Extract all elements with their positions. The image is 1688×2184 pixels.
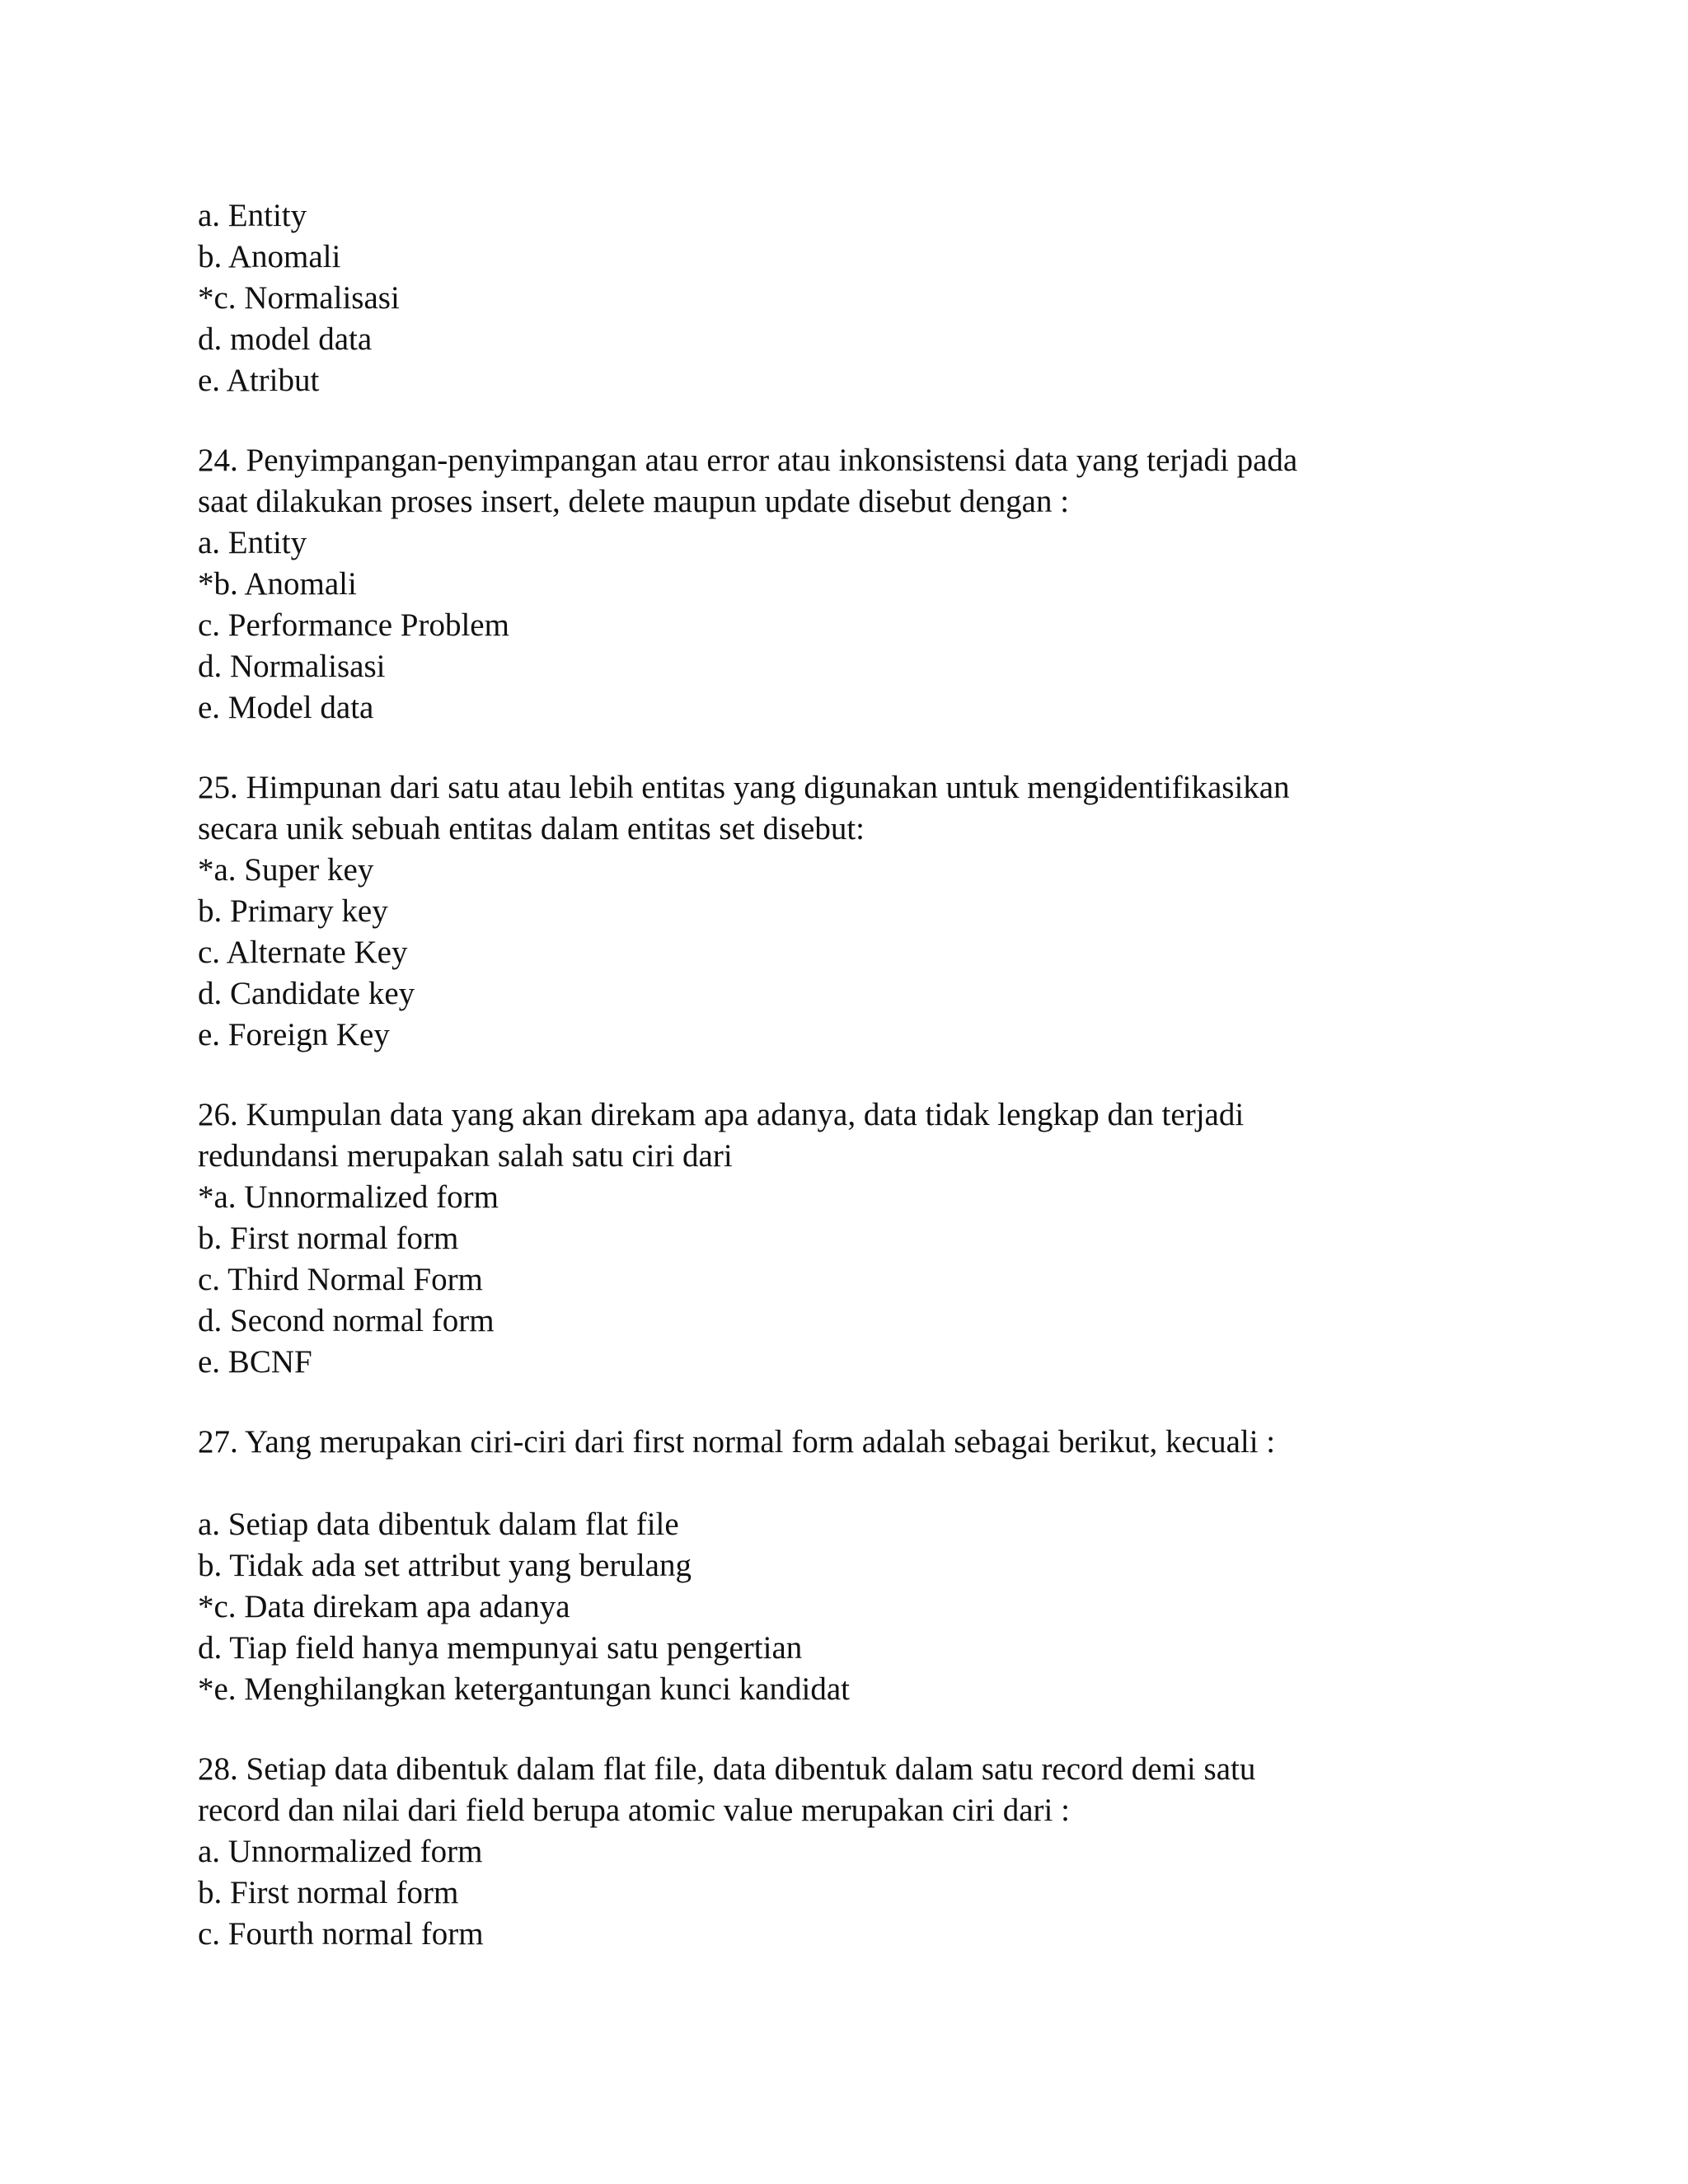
option-24-d: d. Normalisasi bbox=[198, 649, 386, 684]
question-25-text-line-1: 25. Himpunan dari satu atau lebih entitas yang digunakan untuk mengidentifikasikan bbox=[198, 770, 1290, 805]
question-27-text-line-1: 27. Yang merupakan ciri-ciri dari first normal form adalah sebagai berikut, kecuali : bbox=[198, 1424, 1276, 1460]
question-26 bbox=[198, 1094, 1599, 1383]
question-28 bbox=[198, 1749, 1599, 1955]
spacer bbox=[198, 401, 1599, 440]
question-23-options bbox=[198, 195, 1599, 401]
quiz-content bbox=[198, 195, 1599, 1955]
option-27-c: *c. Data direkam apa adanya bbox=[198, 1589, 570, 1624]
option-26-a: *a. Unnormalized form bbox=[198, 1179, 499, 1215]
option-28-a: a. Unnormalized form bbox=[198, 1834, 483, 1869]
option-25-e: e. Foreign Key bbox=[198, 1017, 390, 1052]
question-24-text-line-1: 24. Penyimpangan-penyimpangan atau error atau inkonsistensi data yang terjadi pada bbox=[198, 443, 1298, 478]
option-23-d: d. model data bbox=[198, 321, 373, 357]
question-28-text-line-2: record dan nilai dari field berupa atomic value merupakan ciri dari : bbox=[198, 1793, 1070, 1828]
option-24-c: c. Performance Problem bbox=[198, 607, 509, 643]
option-26-b: b. First normal form bbox=[198, 1221, 459, 1256]
option-25-c: c. Alternate Key bbox=[198, 935, 408, 970]
option-23-b: b. Anomali bbox=[198, 239, 341, 274]
spacer bbox=[198, 729, 1599, 767]
option-24-a: a. Entity bbox=[198, 525, 307, 560]
option-27-a: a. Setiap data dibentuk dalam flat file bbox=[198, 1507, 679, 1542]
question-26-text-line-1: 26. Kumpulan data yang akan direkam apa adanya, data tidak lengkap dan terjadi bbox=[198, 1097, 1245, 1132]
option-25-b: b. Primary key bbox=[198, 893, 388, 929]
question-28-text-line-1: 28. Setiap data dibentuk dalam flat file, data dibentuk dalam satu record demi satu bbox=[198, 1751, 1256, 1787]
question-24-text-line-2: saat dilakukan proses insert, delete maupun update disebut dengan : bbox=[198, 484, 1070, 519]
question-24 bbox=[198, 440, 1599, 729]
question-27 bbox=[198, 1422, 1599, 1710]
option-26-e: e. BCNF bbox=[198, 1344, 312, 1380]
option-27-d: d. Tiap field hanya mempunyai satu pengertian bbox=[198, 1630, 803, 1666]
option-25-a: *a. Super key bbox=[198, 852, 374, 888]
option-26-d: d. Second normal form bbox=[198, 1303, 495, 1338]
option-24-e: e. Model data bbox=[198, 690, 374, 725]
option-27-b: b. Tidak ada set attribut yang berulang bbox=[198, 1548, 692, 1583]
question-25 bbox=[198, 767, 1599, 1056]
option-27-e: *e. Menghilangkan ketergantungan kunci kandidat bbox=[198, 1671, 850, 1707]
question-26-text-line-2: redundansi merupakan salah satu ciri dari bbox=[198, 1138, 733, 1174]
spacer bbox=[198, 1056, 1599, 1094]
option-24-b: *b. Anomali bbox=[198, 566, 357, 602]
option-25-d: d. Candidate key bbox=[198, 976, 415, 1011]
spacer bbox=[198, 1383, 1599, 1422]
option-26-c: c. Third Normal Form bbox=[198, 1262, 483, 1297]
spacer bbox=[198, 1463, 1599, 1504]
option-28-b: b. First normal form bbox=[198, 1875, 459, 1910]
option-28-c: c. Fourth normal form bbox=[198, 1916, 484, 1952]
option-23-e: e. Atribut bbox=[198, 363, 320, 398]
question-25-text-line-2: secara unik sebuah entitas dalam entitas set disebut: bbox=[198, 811, 865, 846]
option-23-a: a. Entity bbox=[198, 198, 307, 233]
spacer bbox=[198, 1710, 1599, 1749]
option-23-c: *c. Normalisasi bbox=[198, 280, 400, 316]
